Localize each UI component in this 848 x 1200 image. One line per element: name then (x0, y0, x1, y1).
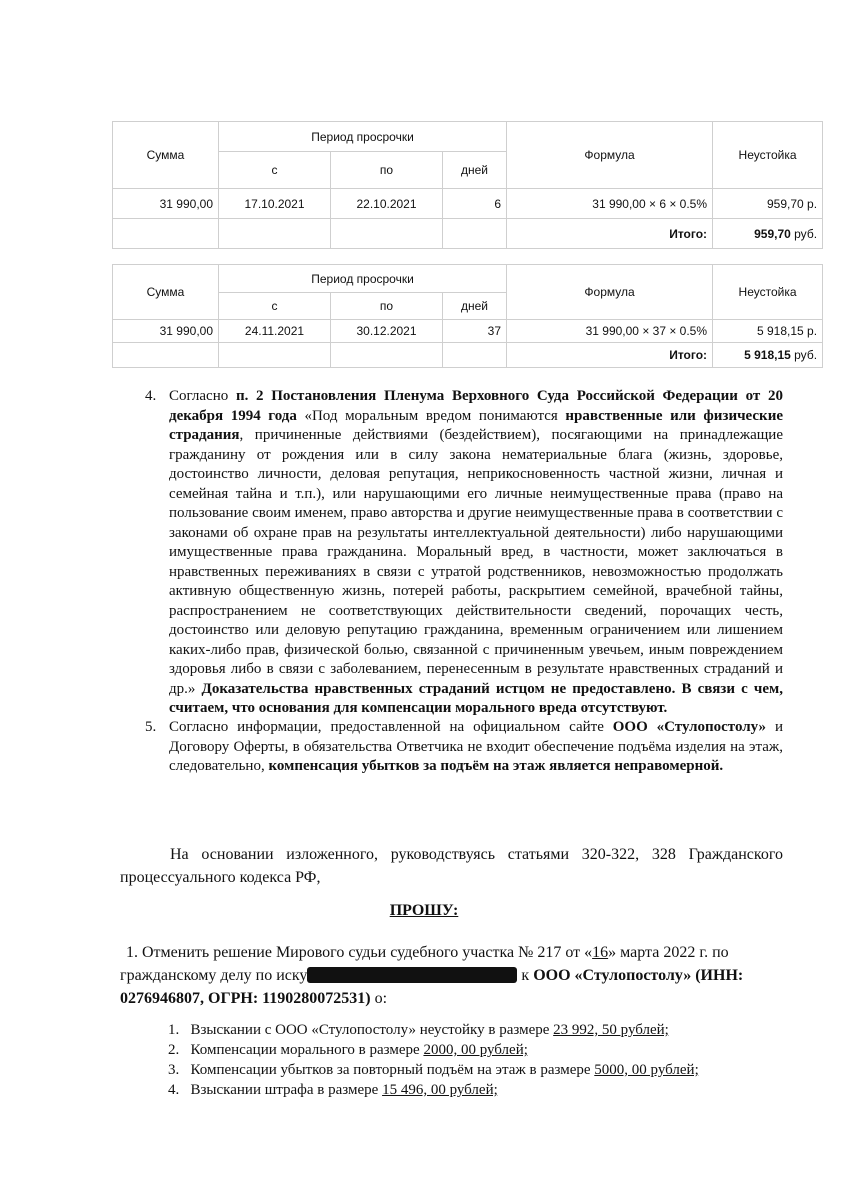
header-formula: Формула (507, 265, 713, 320)
total-value: 5 918,15 руб. (713, 343, 823, 368)
header-period: Период просрочки (219, 265, 507, 293)
item-5-paragraph: Согласно информации, предоставленной на официальном сайте ООО «Стулопостолу» и Договору Оферты, в обязательства Ответчика не входит обеспечение подъёма изделия на этаж, следовательно, компенсация убытков за подъём на этаж является неправомерной. (169, 719, 783, 774)
header-to: по (331, 152, 443, 189)
header-days: дней (443, 152, 507, 189)
list-item: 1. Взыскании с ООО «Стулопостолу» неустойку в размере 23 992, 50 рублей; (168, 1022, 669, 1038)
item-4-paragraph: Согласно п. 2 Постановления Пленума Верховного Суда Российской Федерации от 20 декабря 1994 года «Под моральным вредом понимаются нравственные или физические страдания, причиненные действиями (бездействием), посягающими на принадлежащие гражданину от рождения или в силу закона нематериальные блага (жизнь, здоровье, достоинство личности, деловая репутация, неприкосновенность частной жизни, личная и семейная тайна и т.п.), или нарушающими его личные неимущественные права (право на пользование своим именем, право авторства и другие неимущественные права в соответствии с законами об охране прав на результаты интеллектуальной деятельности) либо нарушающими имущественные права гражданина. Моральный вред, в частности, может заключаться в нравственных переживаниях в связи с утратой родственников, невозможностью продолжать активную общественную жизнь, потерей работы, раскрытием семейной, врачебной тайны, распространением не соответствующих действительности сведений, порочащих честь, достоинство или деловую репутацию гражданина, временным ограничением или лишением каких-либо прав, физической болью, связанной с причиненным увечьем, иным повреждением здоровья либо в связи с заболеванием, перенесенным в результате нравственных страданий и др.» Доказательства нравственных страданий истцом не предоставлено. В связи с чем, считаем, что основания для компенсации морального вреда отсутствуют. (169, 388, 783, 716)
header-days: дней (443, 293, 507, 320)
cell-to: 22.10.2021 (331, 189, 443, 219)
header-sum: Сумма (113, 122, 219, 189)
total-label: Итого: (507, 219, 713, 249)
cell-sum: 31 990,00 (113, 320, 219, 343)
total-value: 959,70 руб. (713, 219, 823, 249)
list-item: 3. Компенсации убытков за повторный подъём на этаж в размере 5000, 00 рублей; (168, 1062, 699, 1078)
cell-from: 24.11.2021 (219, 320, 331, 343)
cell-days: 37 (443, 320, 507, 343)
header-formula: Формула (507, 122, 713, 189)
total-label: Итого: (507, 343, 713, 368)
penalty-table-2 (112, 264, 823, 368)
cell-from: 17.10.2021 (219, 189, 331, 219)
header-from: с (219, 293, 331, 320)
item-4-number: 4. (145, 388, 157, 404)
header-sum: Сумма (113, 265, 219, 320)
header-penalty: Неустойка (713, 122, 823, 189)
header-to: по (331, 293, 443, 320)
penalty-table-1 (112, 121, 823, 249)
cell-sum: 31 990,00 (113, 189, 219, 219)
header-from: с (219, 152, 331, 189)
cell-formula: 31 990,00 × 6 × 0.5% (507, 189, 713, 219)
list-item: 4. Взыскании штрафа в размере 15 496, 00 рублей; (168, 1082, 498, 1098)
cell-to: 30.12.2021 (331, 320, 443, 343)
item-5-number: 5. (145, 719, 157, 735)
header-period: Период просрочки (219, 122, 507, 152)
request-1-paragraph: 1. Отменить решение Мирового судьи судебного участка № 217 от «16» марта 2022 г. по гражданскому делу по иску к ООО «Стулопостолу» (ИНН: 0276946807, ОГРН: 1190280072531) о: (120, 944, 744, 1007)
request-title: ПРОШУ: (389, 902, 459, 919)
redacted-name (307, 967, 517, 983)
cell-penalty: 5 918,15 р. (713, 320, 823, 343)
cell-days: 6 (443, 189, 507, 219)
cell-formula: 31 990,00 × 37 × 0.5% (507, 320, 713, 343)
basis-paragraph: На основании изложенного, руководствуясь статьями 320-322, 328 Гражданского процессуального кодекса РФ, (120, 846, 783, 886)
list-item: 2. Компенсации морального в размере 2000, 00 рублей; (168, 1042, 528, 1058)
cell-penalty: 959,70 р. (713, 189, 823, 219)
header-penalty: Неустойка (713, 265, 823, 320)
